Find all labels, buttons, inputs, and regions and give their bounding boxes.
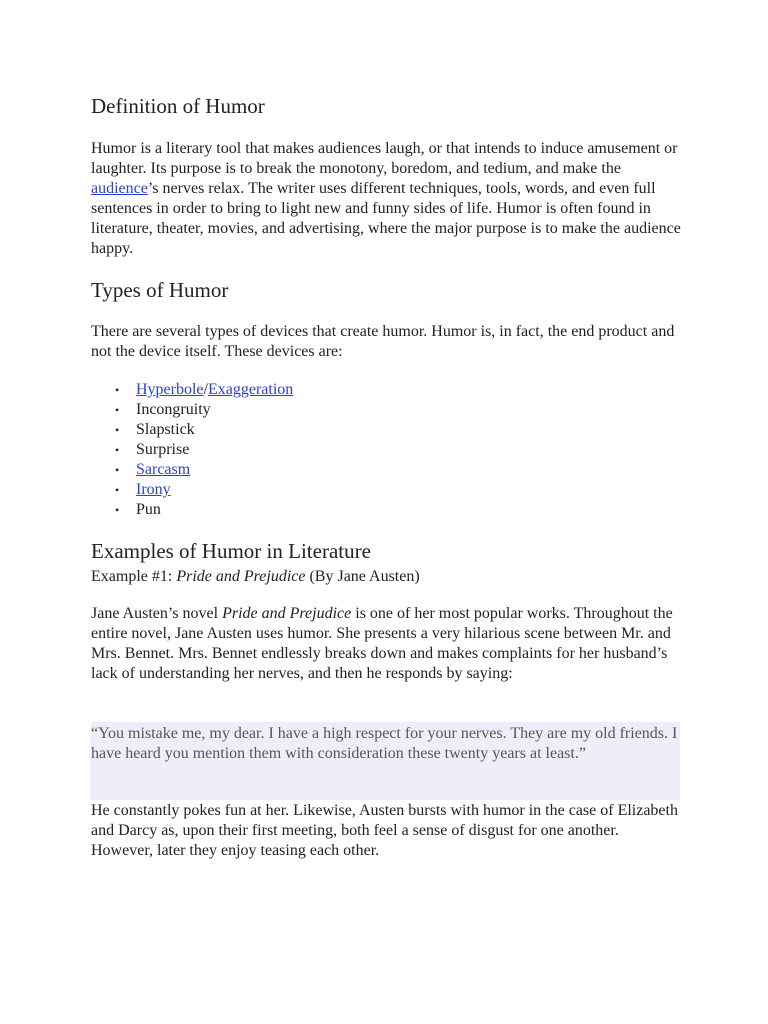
blockquote [91,722,680,800]
paragraph-definition [91,139,681,259]
bullet-icon: • [115,423,120,437]
humor-devices-list [91,380,293,520]
slash-separator: / [203,381,208,398]
bullet-icon: • [115,463,120,477]
link-audience[interactable]: audience [91,180,148,197]
example-1-prefix: Example #1: [91,568,177,585]
list-item-label: Slapstick [136,421,195,438]
definition-text-b: ’s nerves relax. The writer uses different techniques, tools, words, and even full sentences in order to bring to light new and funny sides of life. Humor is often found in literature, theater, movies, and advertising, where the major purpose is to make the audience happy. [91,180,681,257]
bullet-icon: • [115,443,120,457]
example-1-suffix: (By Jane Austen) [305,568,420,585]
definition-text-a: Humor is a literary tool that makes audiences laugh, or that intends to induce amusement or laughter. Its purpose is to break the monotony, boredom, and tedium, and make the [91,140,678,177]
example-1-book-title: Pride and Prejudice [176,568,306,585]
list-item-hyperbole-exaggeration [115,380,294,400]
list-item-sarcasm [115,460,293,480]
austen-text-b: is one of her most popular works. Throughout the entire novel, Jane Austen uses humor. She presents a very hilarious scene between Mr. and Mrs. Bennet. Mrs. Bennet endlessly breaks down and makes complaints for her husband’s lack of understanding her nerves, and then he responds by saying: [91,605,673,682]
bullet-icon: • [115,483,120,497]
example-1-title [91,567,420,587]
paragraph-after-quote: He constantly pokes fun at her. Likewise, Austen bursts with humor in the case of Elizabeth and Darcy as, upon their first meeting, both feel a sense of disgust for one another. However, later they enjoy teasing each other. [91,802,678,859]
heading-types: Types of Humor [91,278,229,302]
bullet-icon: • [115,403,120,417]
heading-definition: Definition of Humor [91,94,265,118]
link-irony[interactable]: Irony [136,481,171,498]
link-sarcasm[interactable]: Sarcasm [136,461,191,478]
link-hyperbole[interactable]: Hyperbole [136,381,204,398]
austen-text-a: Jane Austen’s novel [91,605,223,622]
quote-text: “You mistake me, my dear. I have a high respect for your nerves. They are my old friends. I have heard you mention them with consideration these twenty years at least.” [91,725,678,762]
list-item-label: Pun [136,501,161,518]
list-item-label: Incongruity [136,401,211,418]
heading-examples: Examples of Humor in Literature [91,539,371,563]
link-exaggeration[interactable]: Exaggeration [207,381,294,398]
list-item-irony [115,480,293,500]
bullet-icon: • [115,503,120,517]
paragraph-austen [91,604,681,684]
paragraph-types-intro: There are several types of devices that create humor. Humor is, in fact, the end product and not the device itself. These devices are: [91,323,675,360]
list-item-label: Surprise [136,441,190,458]
list-item-surprise [115,440,293,460]
list-item-incongruity [115,400,293,420]
list-item-pun [115,500,293,520]
bullet-icon: • [115,383,120,397]
list-item-slapstick [115,420,293,440]
austen-book-title: Pride and Prejudice [222,605,352,622]
